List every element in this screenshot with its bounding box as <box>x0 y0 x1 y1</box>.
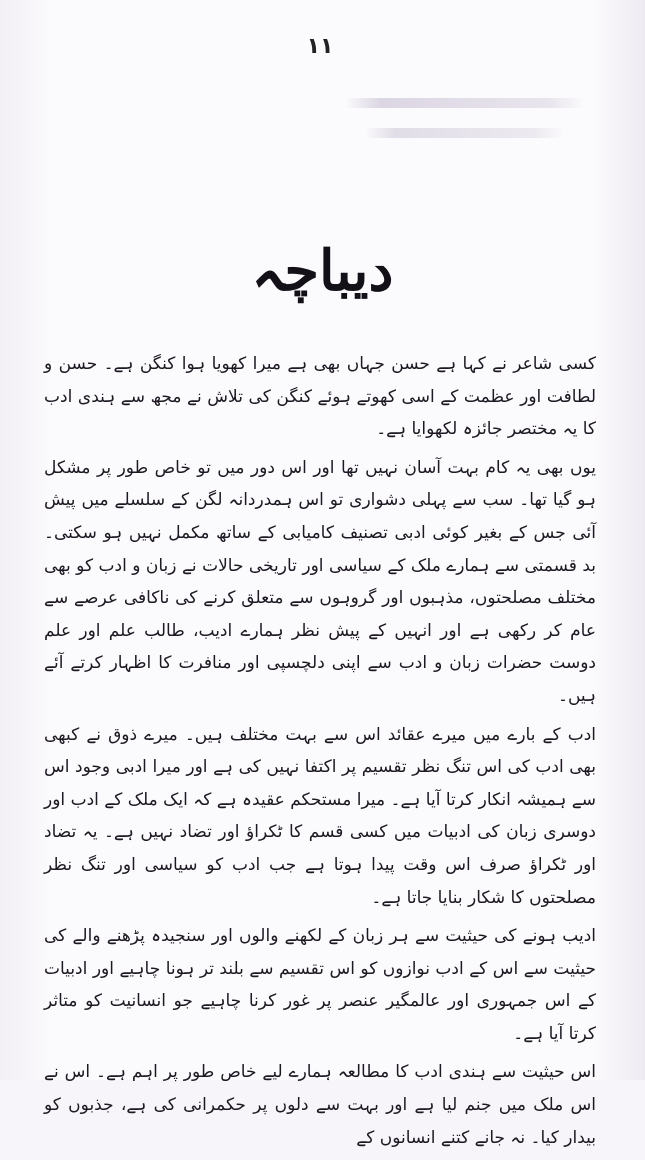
paragraph-3: ادب کے بارے میں میرے عقائد اس سے بہت مختلف ہیں۔ میرے ذوق نے کبھی بھی ادب کی اس تنگ نظر تقسیم پر اکتفا نہیں کی ہے اور میرا ادبی وجود اس سے ہمیشہ انکار کرتا آیا ہے۔ میرا مستحکم عقیدہ ہے کہ ایک ملک کے ادب اور دوسری زبان کی ادبیات میں کسی قسم کا ٹکراؤ اور تضاد نہیں ہے۔ یہ تضاد اور ٹکراؤ صرف اس وقت پیدا ہوتا ہے جب ادب کو سیاسی اور تنگ نظر مصلحتوں کا شکار بنایا جاتا ہے۔ <box>44 724 596 908</box>
body-text <box>44 348 596 1160</box>
paragraph-5: اس حیثیت سے ہندی ادب کا مطالعہ ہمارے لیے خاص طور پر اہم ہے۔ اس نے اس ملک میں جنم لیا ہے اور بہت سے دلوں پر حکمرانی کی ہے، جذبوں کو بیدار کیا۔ نہ جانے کتنے انسانوں کے <box>44 1062 596 1148</box>
paragraph-1: کسی شاعر نے کہا ہے حسن جہاں بھی ہے میرا کھویا ہوا کنگن ہے۔ حسن و لطافت اور عظمت کے اسی کھوتے ہوئے کنگن کی تلاش نے مجھ سے ہندی ادب کا یہ مختصر جائزہ لکھوایا ہے۔ <box>44 354 596 440</box>
chapter-title: دیباچہ <box>251 238 394 304</box>
bleed-through-mark <box>365 128 565 138</box>
page-number: ۱۱ <box>306 34 334 59</box>
bleed-through-mark <box>345 98 585 108</box>
paragraph-4: ادیب ہونے کی حیثیت سے ہر زبان کے لکھنے والوں اور سنجیدہ پڑھنے والے کی حیثیت سے اس کے ادب نوازوں کو اس تقسیم سے بلند تر ہونا چاہیے اور ادبیات کے اس جمہوری اور عالمگیر عنصر پر غور کرنا چاہیے جو انسانیت کو متاثر کرتا آیا ہے۔ <box>44 926 596 1044</box>
paragraph-2: یوں بھی یہ کام بہت آسان نہیں تھا اور اس دور میں تو خاص طور پر مشکل ہو گیا تھا۔ سب سے پہلی دشواری تو اس ہمدردانہ لگن کے سلسلے میں پیش آئی جس کے بغیر کوئی ادبی تصنیف کامیابی کے ساتھ مکمل نہیں ہو سکتی۔ بد قسمتی سے ہمارے ملک کے سیاسی اور تاریخی حالات نے زبان و ادب کو بھی مختلف مصلحتوں، مذہبوں اور گروہوں سے متعلق کرنے کی ناکافی عرصے سے عام کر رکھی ہے اور انہیں کے پیش نظر ہمارے ادیب، طالب علم اور علم دوست حضرات زبان و ادب سے اپنی دلچسپی اور منافرت کا اظہار کرتے آئے ہیں۔ <box>44 457 596 706</box>
